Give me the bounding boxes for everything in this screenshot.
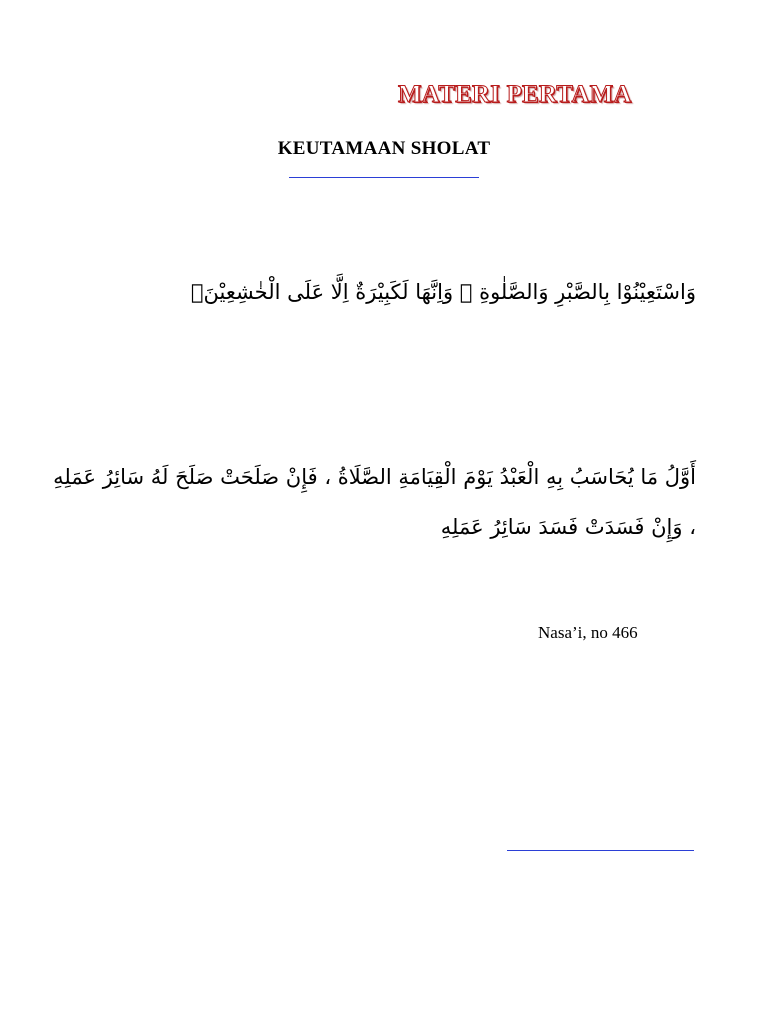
sub-heading: KEUTAMAAN SHOLAT — [277, 138, 491, 159]
quran-verse: وَاسْتَعِيْنُوْا بِالصَّبْرِ وَالصَّلٰوةِ ۗ وَاِنَّهَا لَكَبِيْرَةٌ اِلَّا عَلَى الْخٰشِعِيْنَۙ — [190, 280, 696, 304]
hadith-line-1: أَوَّلُ مَا يُحَاسَبُ بِهِ الْعَبْدُ يَوْمَ الْقِيَامَةِ الصَّلَاةُ ، فَإِنْ صَلَحَتْ صَلَحَ لَهُ سَائِرُ عَمَلِهِ — [53, 465, 696, 489]
hadith-citation: Nasa’i, no 466 — [538, 623, 638, 642]
title-underline — [289, 177, 479, 178]
footer-rule — [507, 850, 694, 851]
page-heading: MATERI PERTAMA — [398, 81, 632, 108]
hadith-line-2: ، وَإِنْ فَسَدَتْ فَسَدَ سَائِرُ عَمَلِهِ — [440, 515, 696, 539]
hadith-text — [53, 452, 696, 552]
